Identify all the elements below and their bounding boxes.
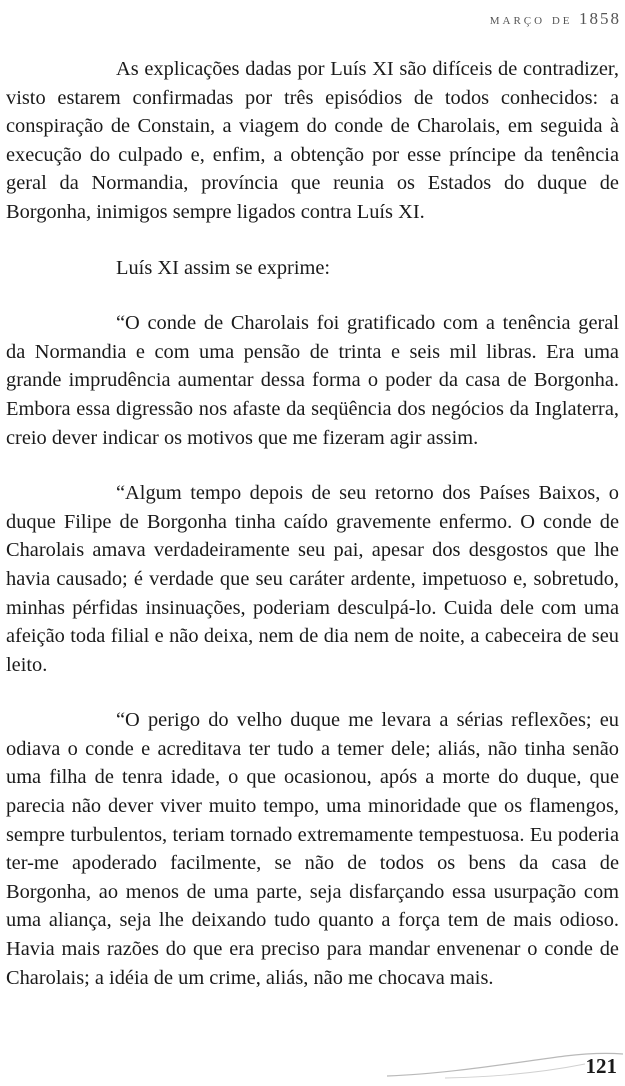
paragraph: “O perigo do velho duque me levara a sérias reflexões; eu odiava o conde e acreditava ter tudo a temer dele; aliás, não tinha senão uma filha de tenra idade, o que ocasionou, após a morte do duque, que parecia não dever viver muito tempo, uma minoridade que os flamengos, sempre turbulentos, teriam tornado extremamente tempestuosa. Eu poderia ter-me apoderado facilmente, se não de todos os bens da casa de Borgonha, ao menos de uma parte, seja disfarçando essa usurpação com uma aliança, seja lhe deixando tudo quanto a força tem de mais odioso. Havia mais razões do que era preciso para mandar envenenar o conde de Charolais; a idéia de um crime, aliás, não me chocava mais. xyxy=(6,709,619,989)
page-number: 121 xyxy=(585,1054,617,1078)
body-text xyxy=(6,55,619,992)
paragraph: As explicações dadas por Luís XI são difíceis de contradizer, visto estarem confirmadas por três episódios de todos conhecidos: a conspiração de Constain, a viagem do conde de Charolais, em seguida à execução do culpado e, enfim, a obtenção por esse príncipe da tenência geral da Normandia, província que reunia os Estados do duque de Borgonha, inimigos sempre ligados contra Luís XI. xyxy=(6,58,619,223)
paragraph: Luís XI assim se exprime: xyxy=(116,256,331,279)
running-head-month: março de xyxy=(489,12,573,28)
running-head xyxy=(490,9,621,29)
running-head-year: 1858 xyxy=(579,9,621,28)
paragraph: “O conde de Charolais foi gratificado com a tenência geral da Normandia e com uma pensão de trinta e seis mil libras. Era uma grande imprudência aumentar dessa forma o poder da casa de Borgonha. Embora essa digressão nos afaste da seqüência dos negócios da Inglaterra, creio dever indicar os motivos que me fizeram agir assim. xyxy=(6,312,619,449)
paragraph: “Algum tempo depois de seu retorno dos Países Baixos, o duque Filipe de Borgonha tinha caído gravemente enfermo. O conde de Charolais amava verdadeiramente seu pai, apesar dos desgostos que lhe havia causado; é verdade que seu caráter ardente, impetuoso e, sobretudo, minhas pérfidas insinuações, poderiam desculpá-lo. Cuida dele com uma afeição toda filial e não deixa, nem de dia nem de noite, a cabeceira de seu leito. xyxy=(6,482,619,676)
